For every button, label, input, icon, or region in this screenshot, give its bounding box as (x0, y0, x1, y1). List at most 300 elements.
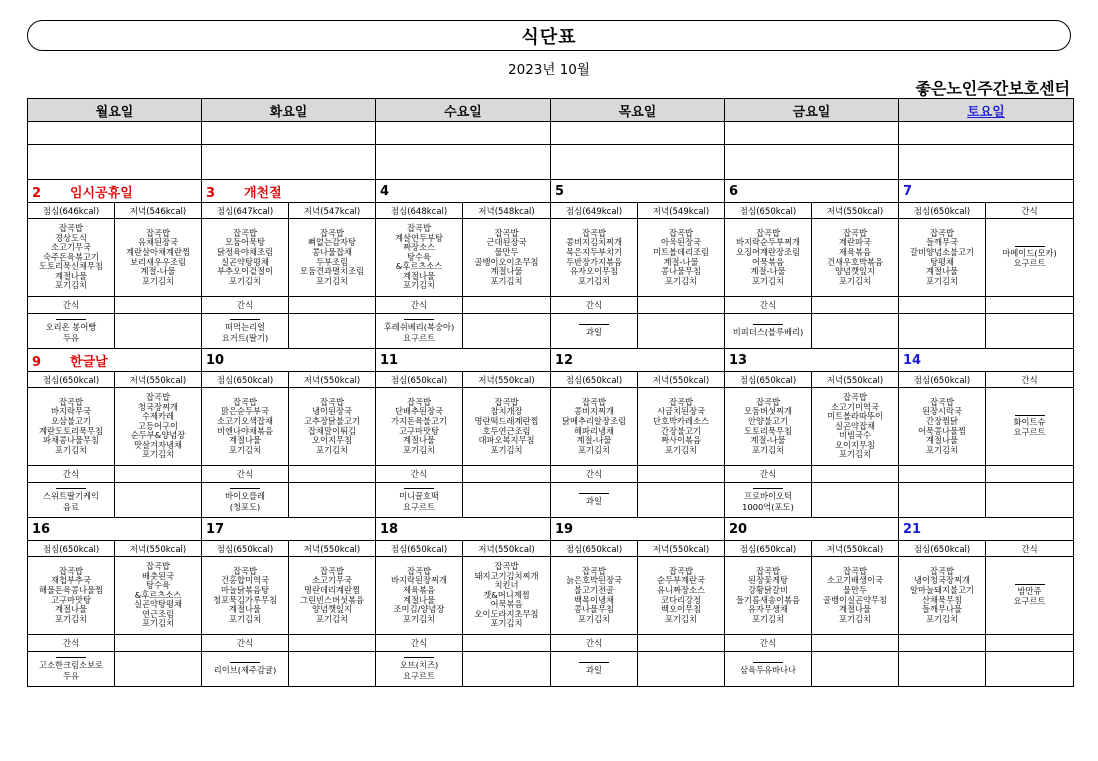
holiday-label: 개천절 (244, 185, 282, 201)
menu-item: 화이트슈 (1013, 417, 1046, 428)
menu-item: 콩나물무침 (660, 266, 702, 277)
menu-item: 배춧된국 (141, 570, 175, 581)
snack-cell (986, 652, 1074, 687)
meal-header: 저녁(550kcal) (115, 372, 202, 388)
menu-item: 실곤약탕평채 (220, 256, 270, 267)
menu-item: 두유 (62, 332, 80, 343)
date-number: 7 (903, 183, 913, 199)
date-cell (28, 518, 202, 541)
menu-item: 포기김치 (402, 613, 436, 624)
snack-label (463, 635, 551, 652)
menu-item: 부추오이겉절이 (216, 266, 274, 277)
meal-header: 저녁(550kcal) (463, 541, 551, 557)
menu-item: 포기김치 (925, 275, 959, 286)
menu-item: 포기김치 (54, 613, 88, 624)
snack-label-row (28, 466, 1074, 483)
menu-item: 닭메추리알장조림 (561, 415, 627, 426)
menu-item: 짜사이볶음 (660, 435, 702, 446)
menu-item: 포기김치 (141, 618, 175, 629)
menu-item: 잡곡밥 (232, 396, 258, 407)
menu-item: 실곤약잡채 (834, 420, 876, 431)
snack-cell (638, 314, 725, 349)
snack-cell (812, 483, 899, 518)
snack-cell (986, 314, 1074, 349)
blank-row (28, 122, 1074, 145)
divider-line (753, 324, 783, 325)
menu-item: 잡곡밥 (842, 391, 868, 402)
empty-cell (376, 122, 551, 145)
menu-item: 비빔국수 (838, 430, 872, 441)
empty-cell (551, 145, 725, 180)
menu-item: 포기김치 (838, 275, 872, 286)
meal-header: 점심(650kcal) (376, 372, 463, 388)
meal-header: 저녁(550kcal) (812, 372, 899, 388)
divider-line (230, 319, 260, 320)
empty-cell (202, 122, 376, 145)
menu-item: 돼지고기김치찌개 (474, 570, 539, 581)
snack-cell (115, 652, 202, 687)
date-cell (202, 349, 376, 372)
menu-cell (28, 557, 115, 635)
menu-item: 잡곡밥 (145, 391, 171, 402)
menu-item: 계절나물 (228, 604, 262, 615)
snack-cell (28, 483, 115, 518)
menu-item: 간장불고기 (660, 425, 702, 436)
snack-label: 간식 (551, 466, 638, 483)
menu-item: 뼈없는감자탕 (307, 237, 357, 248)
menu-item: 잡곡밥 (406, 396, 432, 407)
menu-item: 늙은호박된장국 (565, 575, 623, 586)
meal-header: 간식 (986, 372, 1074, 388)
menu-item: 두유 (62, 670, 80, 681)
divider-line (579, 324, 609, 325)
date-cell (202, 180, 376, 203)
snack-row (28, 483, 1074, 518)
menu-item: 잡곡밥 (494, 396, 519, 407)
menu-item: 오이지무침 (834, 439, 876, 450)
menu-item: 갈비양념소불고기 (909, 246, 975, 257)
snack-cell (289, 652, 376, 687)
menu-item: 미트볼라따뚜이 (826, 411, 884, 422)
menu-item: 잡곡밥 (232, 565, 258, 576)
empty-cell (202, 145, 376, 180)
menu-item: 요구르트 (402, 332, 436, 343)
menu-item: 음료 (62, 501, 80, 512)
menu-item: 후레쉬베리(복숭아) (383, 322, 455, 332)
date-cell (725, 349, 899, 372)
snack-label: 간식 (202, 297, 289, 314)
snack-cell (202, 483, 289, 518)
menu-cell (986, 557, 1074, 635)
meal-header: 저녁(548kcal) (463, 203, 551, 219)
snack-label (899, 635, 986, 652)
weekday-header: 화요일 (202, 99, 376, 122)
menu-item: 잡곡밥 (755, 565, 781, 576)
menu-item: 포기김치 (751, 613, 785, 624)
menu-cell (376, 388, 463, 466)
menu-cell (638, 557, 725, 635)
menu-cell (812, 388, 899, 466)
meal-table (27, 98, 1074, 687)
menu-item: 호두연근조림 (482, 425, 531, 436)
divider-line (230, 488, 260, 489)
menu-cell (899, 557, 986, 635)
menu-item: 계절나물 (402, 435, 436, 446)
menu-item: 포기김치 (751, 275, 785, 286)
menu-item: 포기김치 (838, 613, 872, 624)
menu-item: 계절나물 (490, 266, 523, 277)
menu-item: 잡곡밥 (842, 565, 868, 576)
empty-cell (725, 145, 899, 180)
menu-item: 냉이청국장찌개 (913, 575, 971, 586)
menu-item: 포기김치 (54, 280, 88, 291)
snack-label: 간식 (551, 297, 638, 314)
meal-header: 간식 (986, 203, 1074, 219)
menu-row (28, 219, 1074, 297)
date-cell (899, 349, 1074, 372)
empty-cell (28, 122, 202, 145)
menu-item: 잡곡밥 (494, 227, 519, 238)
menu-cell (899, 388, 986, 466)
menu-item: 계란살아채계란찜 (125, 246, 191, 257)
meal-header: 저녁(550kcal) (463, 372, 551, 388)
menu-item: 계절나물 (228, 435, 262, 446)
menu-cell (899, 219, 986, 297)
menu-item: 연근조림 (141, 608, 175, 619)
menu-item: 소고기오색잡채 (216, 415, 274, 426)
snack-cell (289, 314, 376, 349)
menu-item: 잡곡밥 (232, 227, 258, 238)
menu-item: 포기김치 (925, 444, 959, 455)
menu-item: 과일 (585, 327, 603, 338)
menu-item: 물만두 (842, 584, 868, 595)
meal-header: 점심(650kcal) (28, 541, 115, 557)
meal-header: 점심(650kcal) (376, 541, 463, 557)
menu-item: 삼육두유바나나 (739, 665, 797, 676)
snack-cell (463, 652, 551, 687)
menu-item: 잡곡밥 (145, 227, 171, 238)
date-number: 19 (555, 521, 574, 537)
snack-cell (638, 652, 725, 687)
menu-item: 강황닭갈비 (747, 584, 789, 595)
date-cell (551, 518, 725, 541)
menu-item: 탕수육 (145, 580, 171, 591)
menu-item: 잡곡밥 (58, 565, 84, 576)
menu-item: 보리새우우조림 (129, 256, 187, 267)
snack-label (463, 297, 551, 314)
menu-item: 포기김치 (577, 613, 611, 624)
divider-line (579, 662, 609, 663)
date-number: 12 (555, 352, 574, 368)
date-cell (202, 518, 376, 541)
menu-item: 맑은순두부국 (220, 406, 270, 417)
snack-cell (551, 483, 638, 518)
menu-cell (28, 219, 115, 297)
snack-cell (463, 483, 551, 518)
menu-item: 목은지두부치기 (565, 246, 623, 257)
menu-cell (638, 388, 725, 466)
menu-item: 포기김치 (664, 275, 698, 286)
date-cell (376, 180, 551, 203)
menu-cell (463, 388, 551, 466)
menu-item: 조미김/양념장 (393, 604, 445, 615)
menu-item: 잡곡밥 (58, 396, 84, 407)
menu-item: 포기김치 (838, 449, 872, 460)
date-number: 5 (555, 183, 565, 199)
divider-line (56, 319, 86, 320)
date-number: 21 (903, 521, 922, 537)
menu-cell (376, 219, 463, 297)
date-row (28, 518, 1074, 541)
snack-cell (376, 483, 463, 518)
menu-item: 계절나물 (54, 604, 88, 615)
menu-item: 잡곡밥 (929, 227, 955, 238)
menu-item: 된장시락국 (921, 406, 963, 417)
divider-line (404, 657, 434, 658)
menu-item: 잡곡밥 (929, 396, 955, 407)
menu-cell (725, 557, 812, 635)
menu-item: 바이오플레 (224, 491, 266, 501)
menu-cell (28, 388, 115, 466)
empty-cell (899, 122, 1074, 145)
menu-cell (289, 388, 376, 466)
menu-item: 양념깻잎지 (311, 604, 353, 615)
page-title: 식단표 (27, 20, 1071, 51)
menu-item: 계절-나물 (140, 266, 176, 277)
menu-item: 잡곡밥 (929, 565, 955, 576)
menu-item: 계절-나물 (576, 435, 612, 446)
menu-item: 도토리묵신채무침 (38, 261, 104, 272)
menu-item: 닭정육야채조림 (216, 246, 274, 257)
date-number: 20 (729, 521, 748, 537)
menu-item: 계절나물 (402, 594, 436, 605)
menu-cell (202, 219, 289, 297)
menu-item: 포기김치 (577, 444, 611, 455)
menu-item: 탕수육 (406, 251, 432, 262)
menu-item: 비피더스(블루베리) (732, 327, 804, 338)
menu-item: 잡곡밥 (406, 222, 432, 233)
snack-cell (463, 314, 551, 349)
menu-item: 포기김치 (402, 444, 436, 455)
menu-item: 계살연두부탕 (394, 232, 444, 243)
menu-item: 잡곡밥 (406, 565, 432, 576)
snack-label: 간식 (725, 635, 812, 652)
menu-cell (463, 557, 551, 635)
menu-item: 계절-나물 (750, 266, 786, 277)
menu-item: 계절나물 (54, 270, 88, 281)
meal-header: 점심(650kcal) (899, 541, 986, 557)
menu-item: 잡곡밥 (668, 565, 694, 576)
snack-cell (812, 652, 899, 687)
snack-cell (725, 314, 812, 349)
menu-item: 계절나물 (838, 604, 872, 615)
menu-item: 어묵볶음 (751, 256, 785, 267)
menu-item: 어묵콩나물찜 (917, 425, 967, 436)
menu-item: 마늘닭볶음탕 (220, 584, 270, 595)
empty-cell (551, 122, 725, 145)
menu-item: 요거트(딸기) (221, 332, 269, 343)
date-number: 3 (206, 185, 216, 201)
menu-item: 포기김치 (664, 444, 698, 455)
menu-item: 제육볶음 (838, 246, 872, 257)
snack-cell (202, 652, 289, 687)
menu-item: 포기김치 (141, 275, 175, 286)
menu-item: 골뱅이실곤약무침 (822, 594, 888, 605)
date-number: 11 (380, 352, 399, 368)
divider-line (1015, 584, 1045, 585)
menu-item: 포기김치 (751, 444, 785, 455)
menu-item: 소고기무국 (50, 242, 92, 253)
menu-item: 고구마맛탕 (398, 425, 440, 436)
menu-cell (638, 219, 725, 297)
menu-item: 시금치된장국 (656, 406, 706, 417)
menu-item: 비엔나야채볶음 (216, 425, 274, 436)
snack-label (812, 466, 899, 483)
menu-cell (115, 219, 202, 297)
menu-item: 콩비지김치찌개 (565, 237, 623, 248)
menu-cell (986, 388, 1074, 466)
menu-cell (202, 557, 289, 635)
empty-cell (725, 122, 899, 145)
menu-cell (986, 219, 1074, 297)
menu-item: 단배추된장국 (394, 406, 444, 417)
meal-header: 점심(650kcal) (725, 203, 812, 219)
menu-item: 스위트딸기케익 (42, 491, 100, 501)
meal-header: 점심(650kcal) (202, 372, 289, 388)
menu-item: 마메이드(모카) (1002, 248, 1057, 259)
menu-item: 어묵볶음 (490, 599, 523, 610)
snack-label (899, 466, 986, 483)
meal-header: 점심(648kcal) (376, 203, 463, 219)
menu-item: 리이브(제주감귤) (213, 665, 277, 676)
snack-cell (638, 483, 725, 518)
menu-item: 도토리묵무침 (743, 425, 793, 436)
menu-item: 바지락된장찌개 (390, 575, 448, 586)
meal-header: 점심(647kcal) (202, 203, 289, 219)
date-cell (899, 518, 1074, 541)
menu-item: 잡곡밥 (668, 396, 694, 407)
menu-item: 포기김치 (315, 613, 349, 624)
empty-cell (376, 145, 551, 180)
menu-item: 치킨너 (494, 580, 519, 591)
menu-item: 아욱된장국 (660, 237, 702, 248)
snack-cell (899, 652, 986, 687)
menu-item: 유자오이무침 (569, 266, 619, 277)
menu-item: 모둠견과멸치조림 (299, 266, 365, 277)
snack-row (28, 314, 1074, 349)
menu-cell (115, 388, 202, 466)
menu-item: 해물돈육콩나물찜 (38, 584, 104, 595)
menu-item: 잡곡밥 (755, 396, 781, 407)
divider-line (404, 488, 434, 489)
menu-item: 포기김치 (141, 449, 175, 460)
divider-line (56, 657, 86, 658)
snack-label (638, 466, 725, 483)
meal-header: 저녁(550kcal) (812, 203, 899, 219)
snack-row (28, 652, 1074, 687)
menu-item: 요구르트 (402, 501, 436, 512)
menu-cell (551, 557, 638, 635)
date-number: 14 (903, 352, 922, 368)
menu-item: 그린빈스버섯볶음 (299, 594, 365, 605)
weekday-header: 월요일 (28, 99, 202, 122)
menu-item: 순두부계란국 (656, 575, 706, 586)
snack-label: 간식 (202, 466, 289, 483)
snack-label-row (28, 635, 1074, 652)
menu-cell (202, 388, 289, 466)
snack-label: 간식 (376, 297, 463, 314)
menu-item: 골뱅이오이초무침 (474, 256, 539, 267)
date-number: 17 (206, 521, 225, 537)
menu-cell (725, 219, 812, 297)
menu-item: 유자무생채 (747, 604, 789, 615)
meal-header-row (28, 372, 1074, 388)
weekday-header: 목요일 (551, 99, 725, 122)
menu-item: 계절나물 (925, 435, 959, 446)
snack-label (812, 297, 899, 314)
menu-item: 포기김치 (402, 280, 436, 291)
menu-item: 소고기무국 (311, 575, 353, 586)
snack-label (638, 635, 725, 652)
meal-header: 점심(650kcal) (28, 372, 115, 388)
meal-header-row (28, 203, 1074, 219)
date-number: 18 (380, 521, 399, 537)
snack-label (812, 635, 899, 652)
blank-row (28, 145, 1074, 180)
menu-item: 유니짜장소스 (656, 584, 706, 595)
meal-header: 저녁(550kcal) (289, 372, 376, 388)
snack-cell (202, 314, 289, 349)
weekday-header: 금요일 (725, 99, 899, 122)
menu-item: 된장꽃게탕 (747, 575, 789, 586)
menu-item: (청포도) (229, 501, 261, 512)
menu-item: 계란파국 (838, 237, 872, 248)
menu-cell (289, 557, 376, 635)
menu-item: 알마늘돼지불고기 (909, 584, 975, 595)
menu-item: 냉이된장국 (311, 406, 353, 417)
menu-item: 포기김치 (664, 613, 698, 624)
menu-item: 건홍합미역국 (220, 575, 270, 586)
menu-cell (725, 388, 812, 466)
menu-item: 고구마맛탕 (50, 594, 92, 605)
menu-item: 잡곡밥 (581, 227, 607, 238)
menu-item: 겟&머니계찜 (483, 589, 530, 600)
menu-item: 잡곡밥 (319, 396, 345, 407)
divider-line (1015, 415, 1045, 416)
menu-item: 두부조림 (315, 256, 349, 267)
menu-item: 두반장가지볶음 (565, 256, 623, 267)
menu-item: 간장찜닭 (925, 415, 959, 426)
menu-item: 잡곡밥 (581, 565, 607, 576)
menu-item: 소고기배생이국 (826, 575, 884, 586)
date-cell (376, 518, 551, 541)
menu-item: 콩나물무침 (573, 604, 615, 615)
weekday-header-row (28, 99, 1074, 122)
snack-label: 간식 (725, 297, 812, 314)
snack-cell (376, 314, 463, 349)
menu-item: 단호박카레소스 (652, 415, 710, 426)
menu-item: 유채된장국 (137, 237, 179, 248)
snack-label (289, 297, 376, 314)
divider-line (753, 662, 783, 663)
menu-item: &후르츠소스 (395, 261, 443, 272)
menu-item: 재첩부추국 (50, 575, 92, 586)
menu-item: 계절-나물 (663, 256, 699, 267)
menu-item: 가지돈육불고기 (390, 415, 448, 426)
snack-cell (899, 314, 986, 349)
menu-item: 포기김치 (490, 275, 523, 286)
menu-item: 해파리냉채 (573, 425, 615, 436)
